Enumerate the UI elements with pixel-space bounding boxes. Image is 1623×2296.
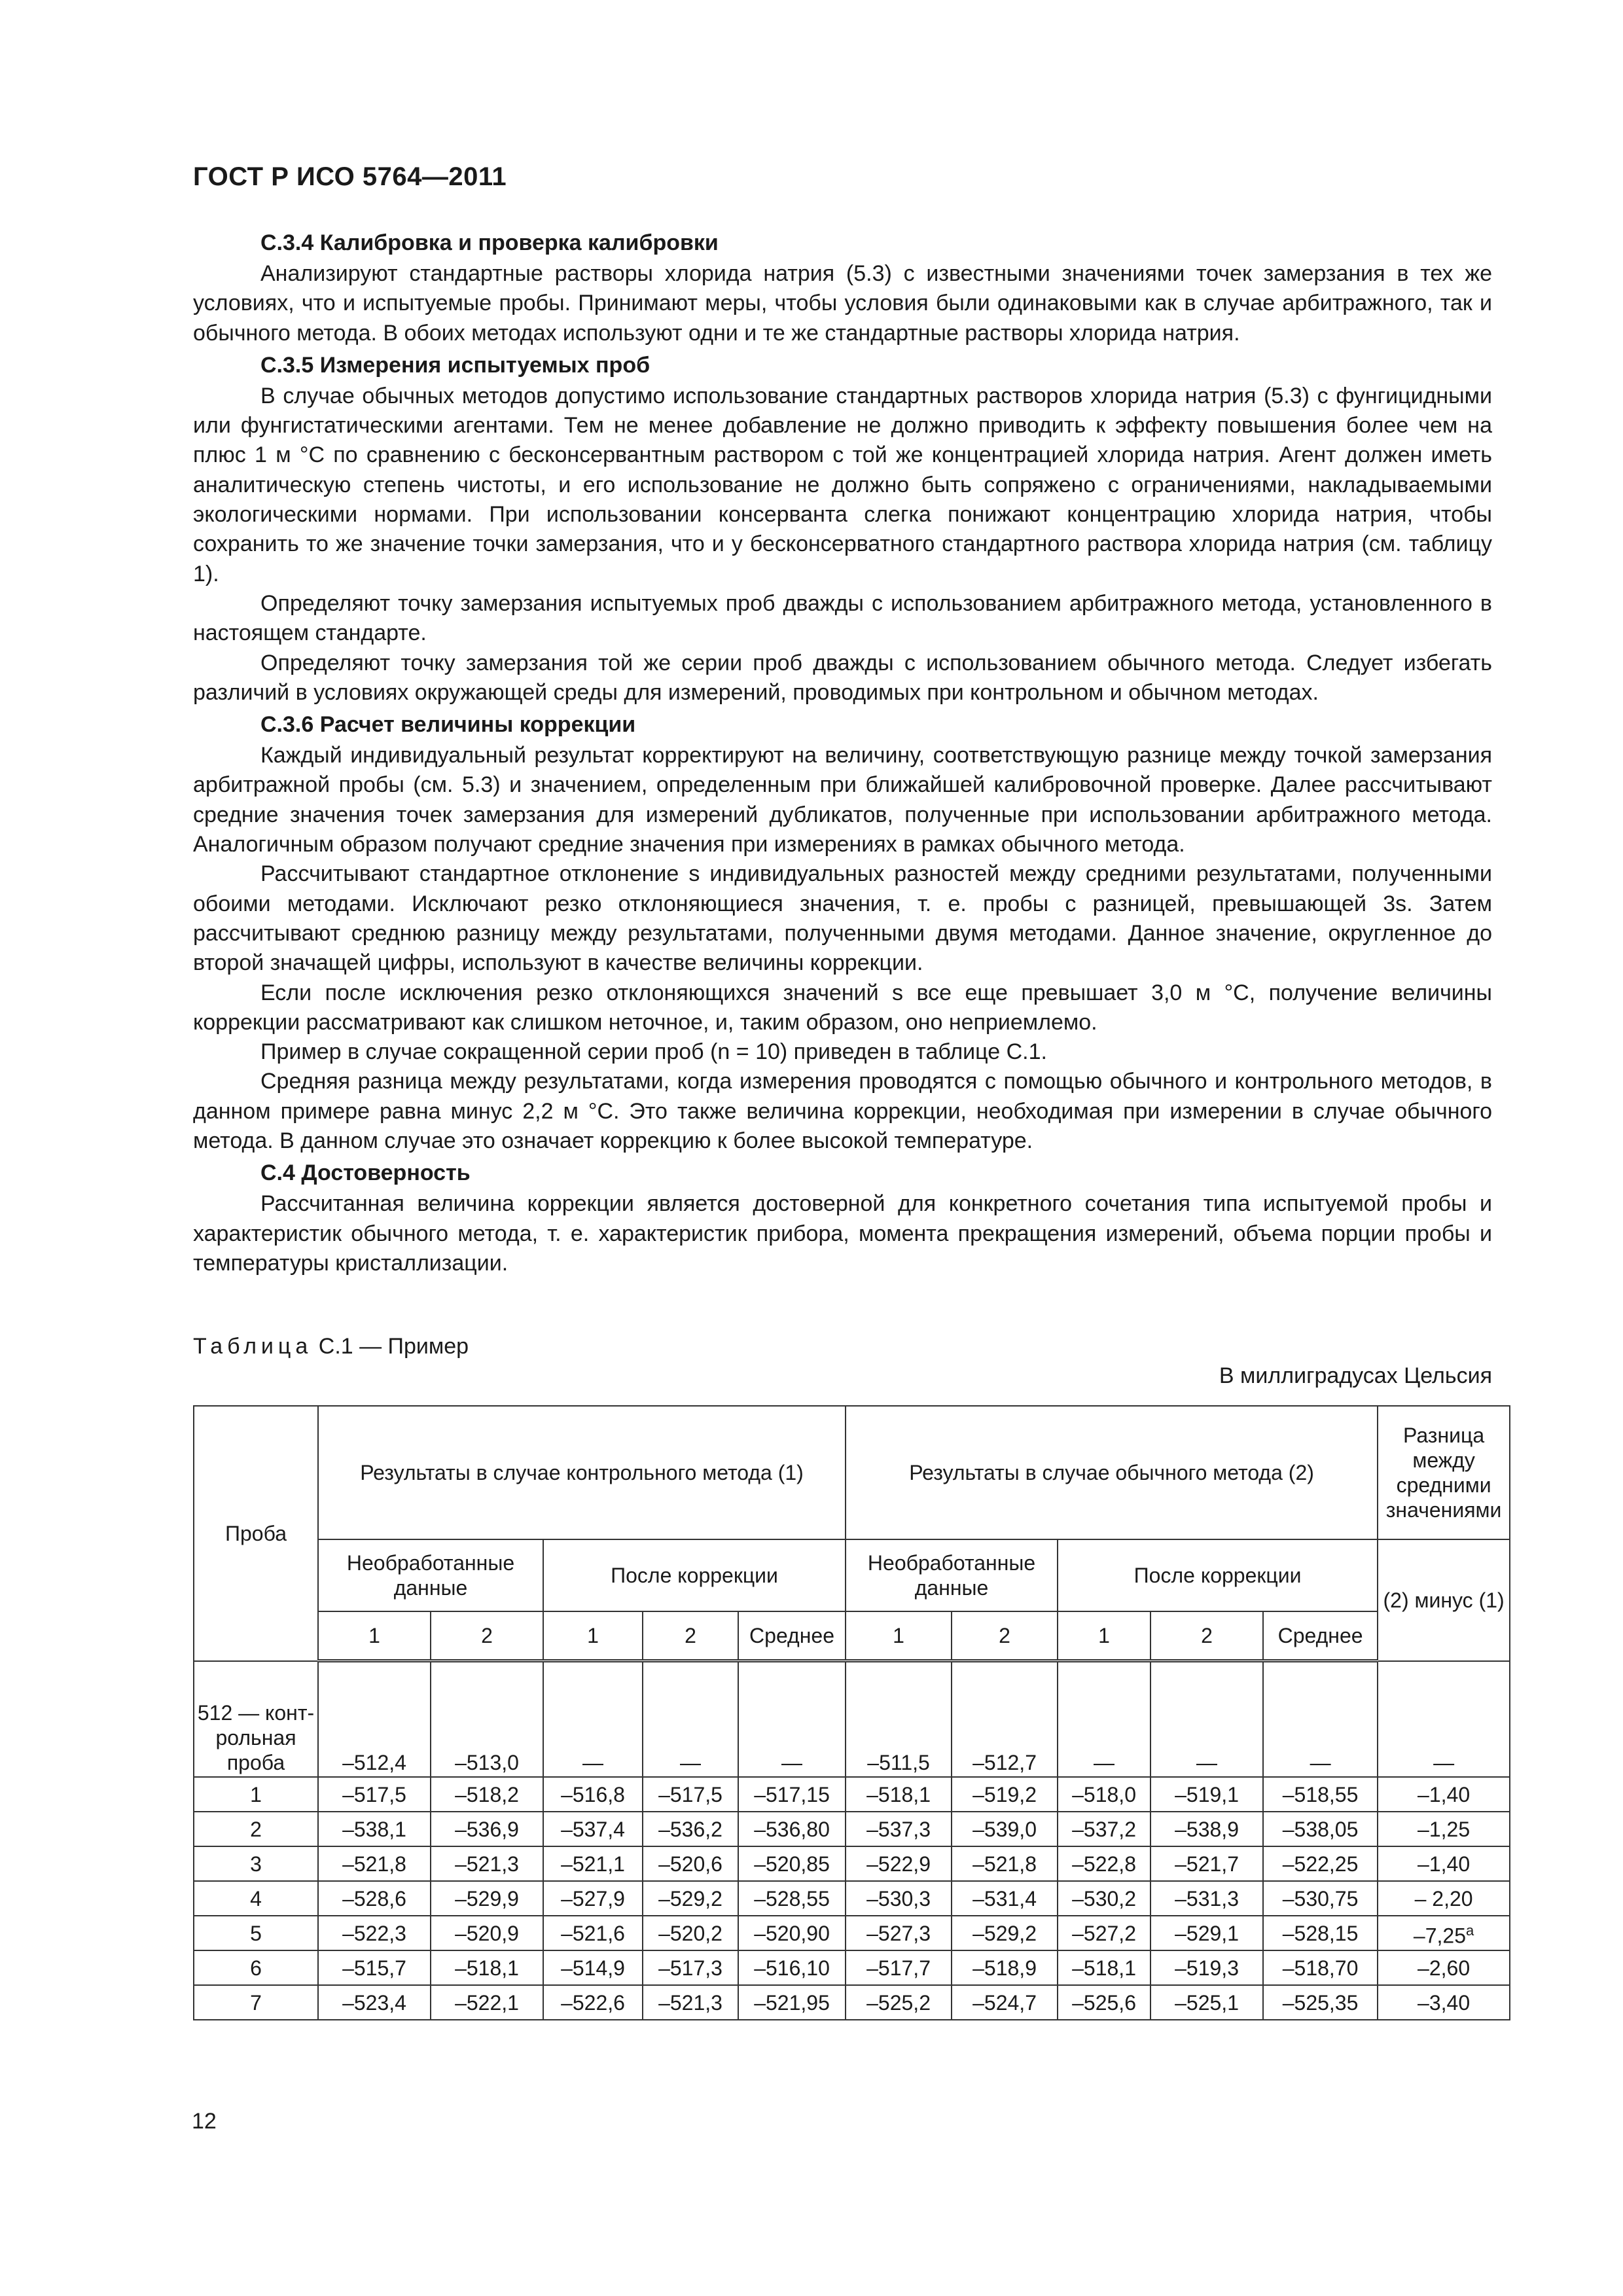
header-usual-corrected: После коррекции: [1058, 1539, 1378, 1611]
table-cell: –519,2: [952, 1777, 1058, 1812]
table-cell: –537,3: [846, 1812, 952, 1846]
header-sample: Проба: [194, 1406, 318, 1661]
table-cell: –521,95: [738, 1985, 846, 2020]
table-cell: –520,90: [738, 1916, 846, 1950]
table-cell: –525,35: [1263, 1985, 1378, 2020]
page-number: 12: [192, 2109, 217, 2134]
table-cell: –522,9: [846, 1846, 952, 1881]
table-cell: –520,9: [431, 1916, 543, 1950]
table-cell: —: [1378, 1661, 1510, 1778]
paragraph: Рассчитывают стандартное отклонение s индивидуальных разностей между средними результатами, полученными обоими методами. Исключают резко отклоняющиеся значения, т. е. пробы с разницей, превышающей 3s. Затем рассчитывают среднюю разницу между результатами, полученными двумя методами. Данное значение, округленное до второй значащей цифры, используют в качестве величины коррекции.: [193, 861, 1492, 976]
table-cell: –522,6: [543, 1985, 643, 2020]
table-cell: —: [1058, 1661, 1150, 1778]
table-row: [194, 1812, 1510, 1846]
paragraph: В случае обычных методов допустимо использование стандартных растворов хлорида натрия (5.3) с фунгицидными или фунгистатическими агентами. Тем не менее добавление не должно приводить к эффекту повышения более чем на плюс 1 м °С по сравнению с бесконсервантным раствором с той же концентрацией хлорида натрия. Агент должен иметь аналитическую степень чистоты, и его использование не должно быть сопряжено с ограничениями, накладываемыми экологическими нормами. При использовании консерванта слегка понижают концентрацию хлорида натрия, чтобы сохранить то же значение точки замерзания, что и у бесконсерватного стандартного раствора хлорида натрия (см. таблицу 1).: [193, 383, 1492, 586]
header-control-raw: Необработанные данные: [318, 1539, 543, 1611]
table-cell: –1,40: [1378, 1777, 1510, 1812]
table-row: [194, 1846, 1510, 1881]
table-cell: –522,3: [318, 1916, 431, 1950]
header-usual-method: Результаты в случае обычного метода (2): [846, 1406, 1378, 1539]
header-mean: Среднее: [738, 1611, 846, 1661]
table-cell: –531,4: [952, 1881, 1058, 1916]
table-cell: –525,2: [846, 1985, 952, 2020]
header-control-method: Результаты в случае контрольного метода (1): [318, 1406, 846, 1539]
table-cell: –519,1: [1150, 1777, 1263, 1812]
table-cell: –530,3: [846, 1881, 952, 1916]
table-cell: –522,1: [431, 1985, 543, 2020]
header-control-corrected: После коррекции: [543, 1539, 846, 1611]
table-cell: –538,1: [318, 1812, 431, 1846]
table-cell: –528,15: [1263, 1916, 1378, 1950]
table-cell: –528,6: [318, 1881, 431, 1916]
table-cell: –518,9: [952, 1950, 1058, 1985]
table-cell: – 2,20: [1378, 1881, 1510, 1916]
table-cell: –529,2: [952, 1916, 1058, 1950]
table-caption-label: Таблица: [193, 1334, 313, 1359]
table-cell: –525,1: [1150, 1985, 1263, 2020]
table-cell: —: [543, 1661, 643, 1778]
table-cell: –2,60: [1378, 1950, 1510, 1985]
paragraph: Анализируют стандартные растворы хлорида натрия (5.3) с известными значениями точек замерзания в тех же условиях, что и испытуемые пробы. Принимают меры, чтобы условия были одинаковыми как в случае арбитражного, так и обычного метода. В обоих методах используют одни и те же стандартные растворы хлорида натрия.: [193, 261, 1492, 346]
table-cell: –521,8: [318, 1846, 431, 1881]
table-cell: –530,75: [1263, 1881, 1378, 1916]
table-cell: –537,2: [1058, 1812, 1150, 1846]
table-row-control: [194, 1661, 1510, 1778]
table-cell: –518,1: [846, 1777, 952, 1812]
table-cell: –520,6: [643, 1846, 738, 1881]
table-cell: –516,8: [543, 1777, 643, 1812]
table-cell: –1,25: [1378, 1812, 1510, 1846]
table-cell: –514,9: [543, 1950, 643, 1985]
table-cell: –537,4: [543, 1812, 643, 1846]
table-cell: –523,4: [318, 1985, 431, 2020]
table-cell: –529,9: [431, 1881, 543, 1916]
paragraph: Средняя разница между результатами, когда измерения проводятся с помощью обычного и контрольного методов, в данном примере равна минус 2,2 м °С. Это также величина коррекции, необходимая при измерении в случае обычного метода. В данном случае это означает коррекцию к более высокой температуре.: [193, 1069, 1492, 1154]
sample-number: 3: [194, 1846, 318, 1881]
table-cell: –520,2: [643, 1916, 738, 1950]
header-col: 1: [543, 1611, 643, 1661]
table-cell: –517,7: [846, 1950, 952, 1985]
cell-value: –7,25: [1413, 1924, 1466, 1948]
table-cell: –517,15: [738, 1777, 846, 1812]
table-cell: –521,1: [543, 1846, 643, 1881]
paragraph: Пример в случае сокращенной серии проб (n = 10) приведен в таблице С.1.: [260, 1039, 1047, 1065]
table-caption-text: С.1 — Пример: [312, 1334, 469, 1359]
paragraph: Рассчитанная величина коррекции является достоверной для конкретного сочетания типа испытуемой пробы и характеристик обычного метода, т. е. характеристик прибора, момента прекращения измерений, объема порции пробы и температуры кристаллизации.: [193, 1191, 1492, 1276]
table-cell: –521,8: [952, 1846, 1058, 1881]
table-cell: –518,1: [1058, 1950, 1150, 1985]
body-text: [193, 226, 1492, 1278]
sample-number: 6: [194, 1950, 318, 1985]
table-cell: –524,7: [952, 1985, 1058, 2020]
table-cell: –3,40: [1378, 1985, 1510, 2020]
table-row: [194, 1777, 1510, 1812]
section-heading: С.3.6 Расчет величины коррекции: [260, 712, 636, 738]
table-cell: –529,2: [643, 1881, 738, 1916]
table-cell: —: [1263, 1661, 1378, 1778]
section-heading: С.3.5 Измерения испытуемых проб: [260, 352, 651, 378]
table-cell: –521,3: [643, 1985, 738, 2020]
header-col: 2: [952, 1611, 1058, 1661]
sample-number: 7: [194, 1985, 318, 2020]
table-cell: —: [643, 1661, 738, 1778]
table-cell: –527,2: [1058, 1916, 1150, 1950]
table-cell: –1,40: [1378, 1846, 1510, 1881]
table-cell: –536,80: [738, 1812, 846, 1846]
header-col: 1: [318, 1611, 431, 1661]
table-cell: –517,3: [643, 1950, 738, 1985]
control-sample-label: 512 — конт-рольная проба: [194, 1661, 318, 1778]
table-cell: –536,9: [431, 1812, 543, 1846]
table-cell: –518,1: [431, 1950, 543, 1985]
table-cell: [1378, 1916, 1510, 1950]
table-cell: –531,3: [1150, 1881, 1263, 1916]
table-cell: —: [1150, 1661, 1263, 1778]
table-cell: –518,70: [1263, 1950, 1378, 1985]
table-cell: –512,4: [318, 1661, 431, 1778]
table-cell: –517,5: [643, 1777, 738, 1812]
table-cell: –512,7: [952, 1661, 1058, 1778]
table-caption: [193, 1334, 469, 1359]
footnote-mark: a: [1465, 1922, 1474, 1939]
table-cell: –518,55: [1263, 1777, 1378, 1812]
table-cell: –516,10: [738, 1950, 846, 1985]
table-cell: –519,3: [1150, 1950, 1263, 1985]
table-cell: –518,0: [1058, 1777, 1150, 1812]
table-cell: –536,2: [643, 1812, 738, 1846]
table-cell: –520,85: [738, 1846, 846, 1881]
table-cell: –511,5: [846, 1661, 952, 1778]
table-cell: –525,6: [1058, 1985, 1150, 2020]
table-cell: –521,3: [431, 1846, 543, 1881]
data-table: [193, 1405, 1510, 2020]
table-body: [194, 1661, 1510, 2020]
sample-number: 4: [194, 1881, 318, 1916]
table-row: [194, 1881, 1510, 1916]
table-cell: –522,8: [1058, 1846, 1150, 1881]
table-cell: –518,2: [431, 1777, 543, 1812]
table-cell: –527,3: [846, 1916, 952, 1950]
table-cell: —: [738, 1661, 846, 1778]
table-row: [194, 1985, 1510, 2020]
header-col: 2: [431, 1611, 543, 1661]
table-units: В миллиградусах Цельсия: [1219, 1363, 1492, 1388]
sample-number: 1: [194, 1777, 318, 1812]
header-difference: Разница между средними значениями: [1378, 1406, 1510, 1539]
table-cell: –530,2: [1058, 1881, 1150, 1916]
table-cell: –538,9: [1150, 1812, 1263, 1846]
table-cell: –521,7: [1150, 1846, 1263, 1881]
table-cell: –513,0: [431, 1661, 543, 1778]
sample-number: 2: [194, 1812, 318, 1846]
paragraph: Определяют точку замерзания испытуемых проб дважды с использованием арбитражного метода, установленного в настоящем стандарте.: [193, 590, 1492, 646]
header-col: 2: [643, 1611, 738, 1661]
paragraph: Если после исключения резко отклоняющихся значений s все еще превышает 3,0 м °С, получение величины коррекции рассматривают как слишком неточное, и, таким образом, оно неприемлемо.: [193, 980, 1492, 1035]
section-heading: С.3.4 Калибровка и проверка калибровки: [260, 230, 719, 255]
header-diff-formula: (2) минус (1): [1378, 1539, 1510, 1661]
sample-number: 5: [194, 1916, 318, 1950]
document-header: ГОСТ Р ИСО 5764—2011: [193, 162, 507, 191]
table-row: [194, 1916, 1510, 1950]
header-mean: Среднее: [1263, 1611, 1378, 1661]
table-cell: –517,5: [318, 1777, 431, 1812]
paragraph: Определяют точку замерзания той же серии проб дважды с использованием обычного метода. Следует избегать различий в условиях окружающей среды для измерений, проводимых при контрольном и обычном методах.: [193, 650, 1492, 705]
header-usual-raw: Необработанные данные: [846, 1539, 1058, 1611]
header-col: 1: [846, 1611, 952, 1661]
table-cell: –522,25: [1263, 1846, 1378, 1881]
table-cell: –527,9: [543, 1881, 643, 1916]
paragraph: Каждый индивидуальный результат корректируют на величину, соответствующую разнице между точкой замерзания арбитражной пробы (см. 5.3) и значением, определенным при ближайшей калибровочной проверке. Далее рассчитывают средние значения точек замерзания для измерений дубликатов, полученные при использовании арбитражного метода. Аналогичным образом получают средние значения при измерениях в рамках обычного метода.: [193, 743, 1492, 857]
table-cell: –528,55: [738, 1881, 846, 1916]
header-col: 1: [1058, 1611, 1150, 1661]
header-col: 2: [1150, 1611, 1263, 1661]
table-cell: –529,1: [1150, 1916, 1263, 1950]
table-row: [194, 1950, 1510, 1985]
table-cell: –521,6: [543, 1916, 643, 1950]
table-cell: –539,0: [952, 1812, 1058, 1846]
table-cell: –515,7: [318, 1950, 431, 1985]
table-cell: –538,05: [1263, 1812, 1378, 1846]
section-heading: С.4 Достоверность: [260, 1160, 471, 1186]
